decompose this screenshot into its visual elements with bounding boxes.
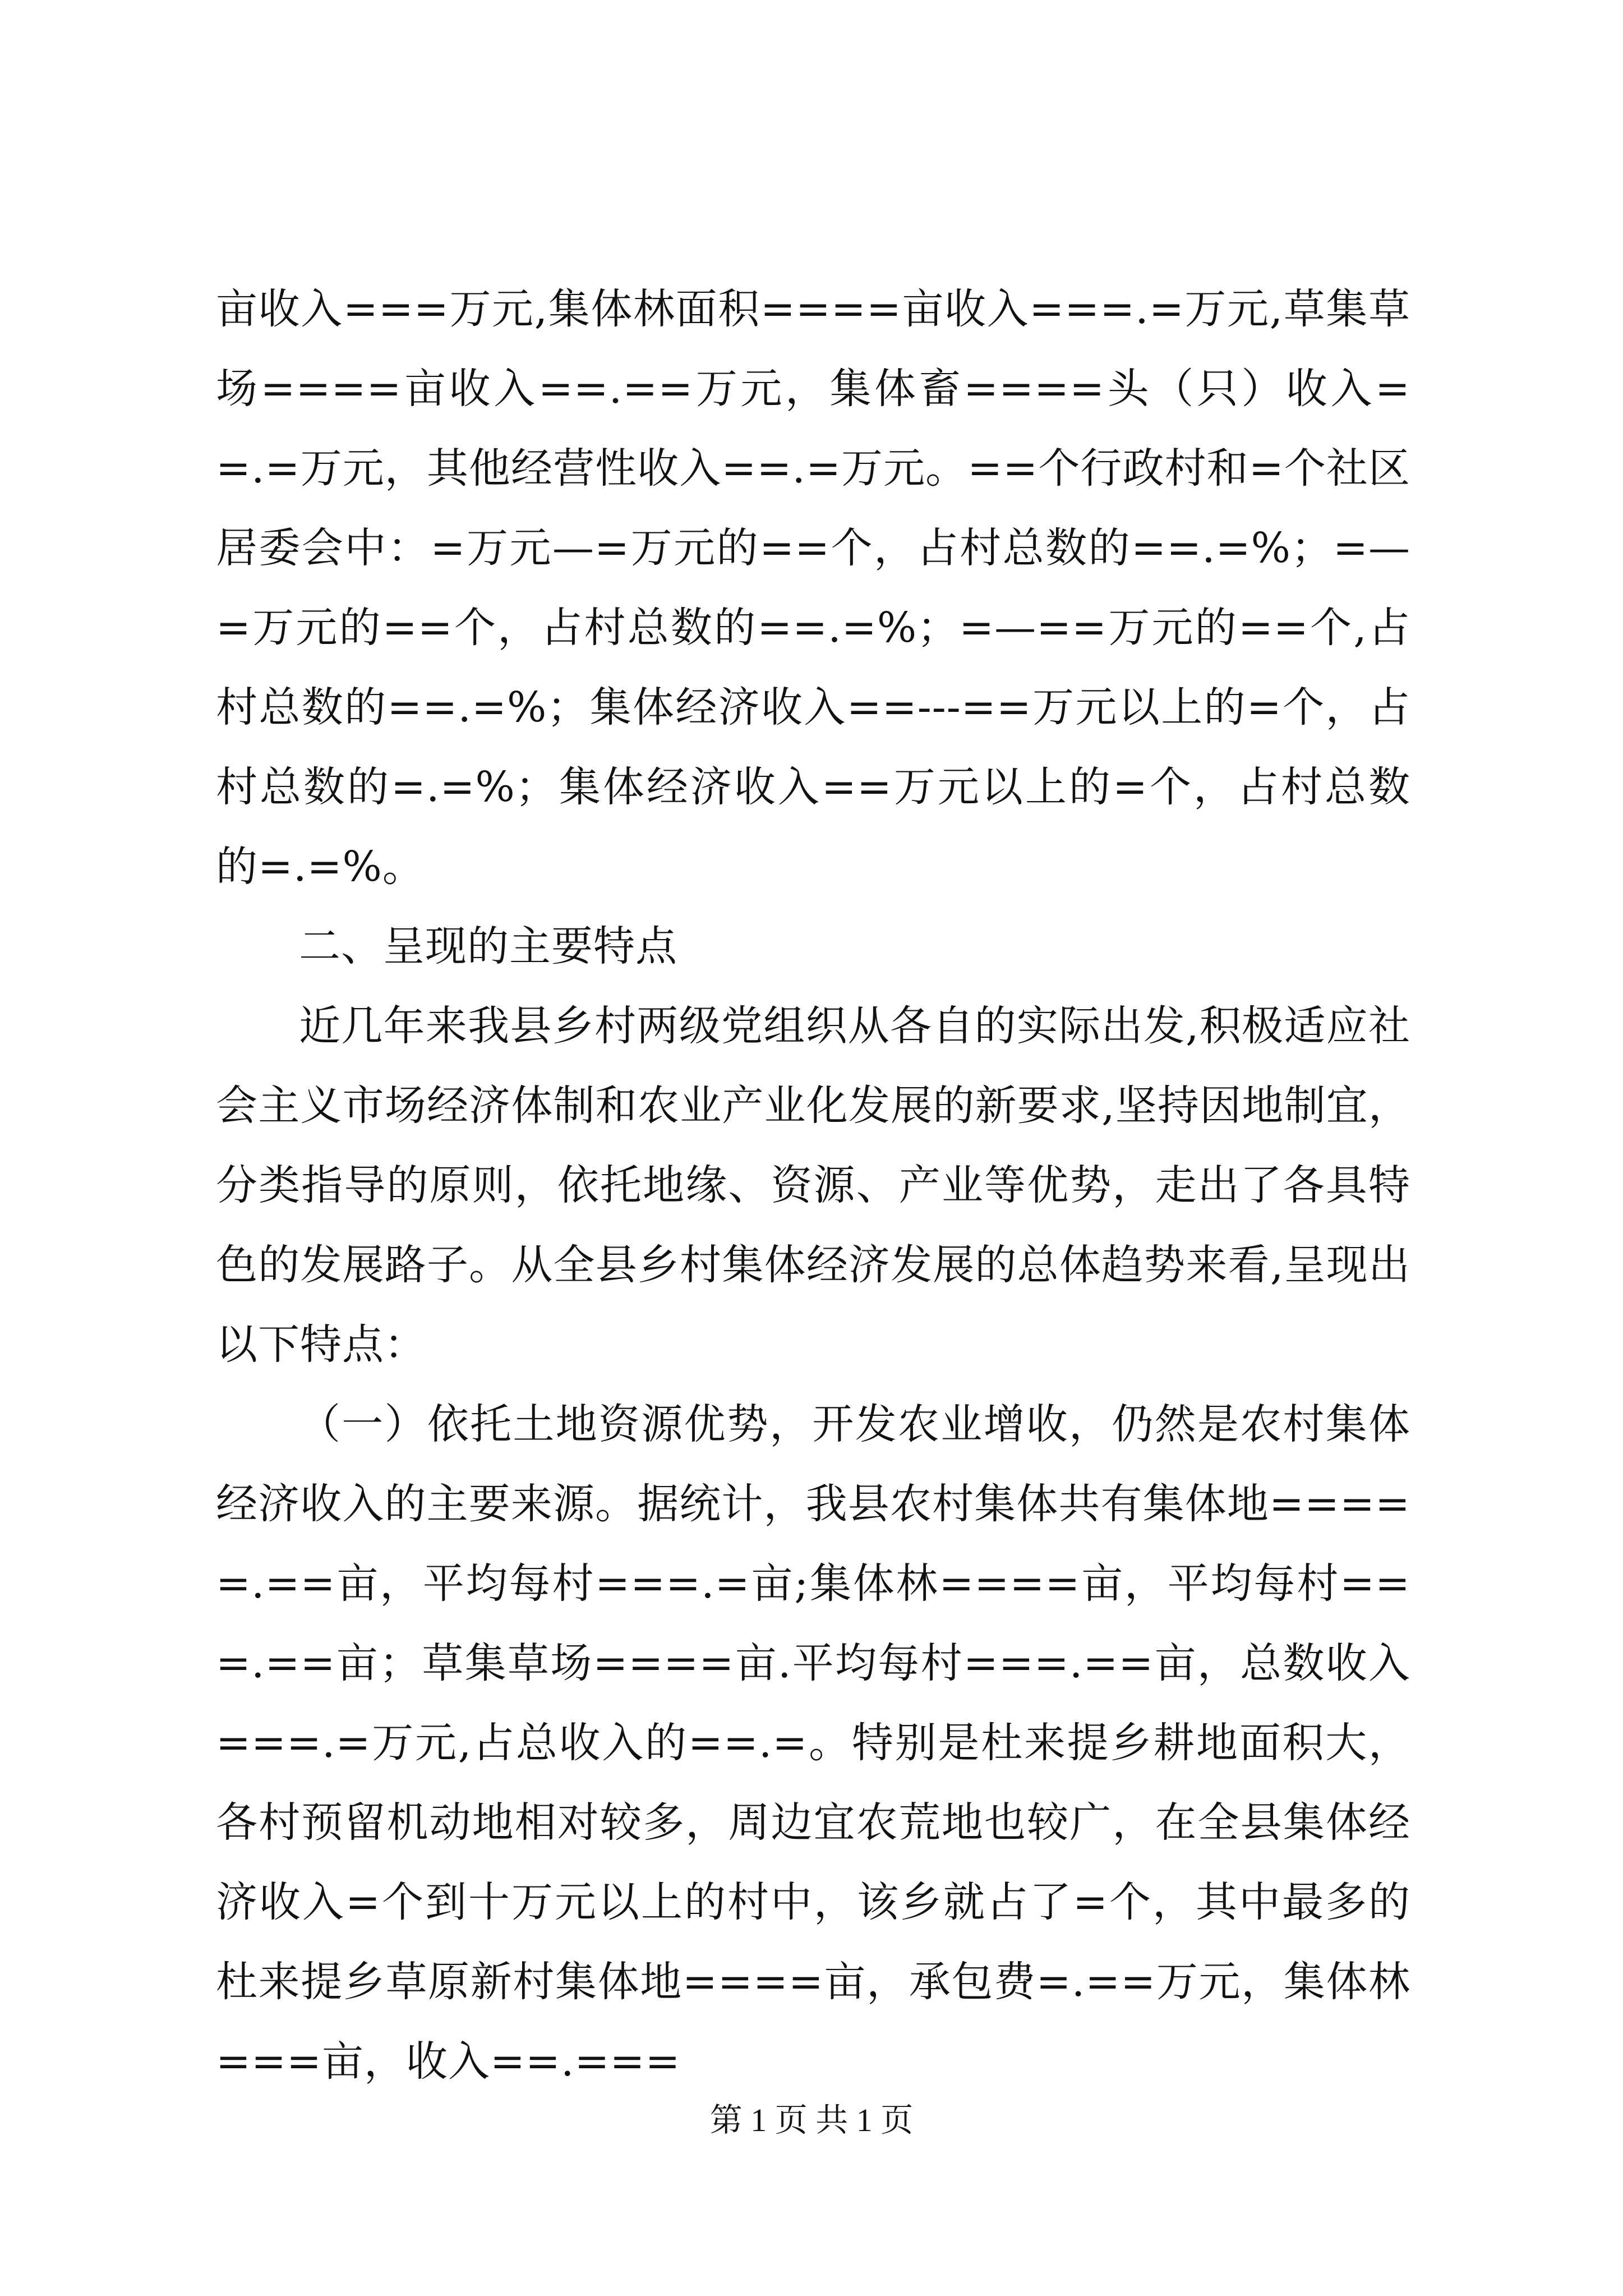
document-body: [216, 269, 1410, 2101]
paragraph-body: 近几年来我县乡村两级党组织从各自的实际出发,积极适应社会主义市场经济体制和农业产业化发展的新要求,坚持因地制宜，分类指导的原则，依托地缘、资源、产业等优势，走出了各具特色的发展路子。从全县乡村集体经济发展的总体趋势来看,呈现出以下特点：: [216, 1002, 1410, 1369]
section-heading: 二、呈现的主要特点: [299, 922, 677, 970]
paragraph-continuation: 亩收入===万元,集体林面积====亩收入===.=万元,草集草场====亩收入==.==万元，集体畜====头（只）收入==.=万元，其他经营性收入==.=万元。==个行政村和=个社区居委会中：=万元—=万元的==个，占村总数的==.=%；=—=万元的==个，占村总数的==.=%；=—==万元的==个,占村总数的==.=%；集体经济收入==---==万元以上的=个，占村总数的=.=%；集体经济收入==万元以上的=个，占村总数的=.=%。: [216, 285, 1410, 891]
page-footer: 第 1 页 共 1 页: [709, 2102, 914, 2138]
paragraph-body: （一）依托土地资源优势，开发农业增收，仍然是农村集体经济收入的主要来源。据统计，我县农村集体共有集体地=====.==亩，平均每村===.=亩;集体林====亩，平均每村===.==亩；草集草场====亩.平均每村===.==亩，总数收入===.=万元,占总收入的==.=。特别是杜来提乡耕地面积大，各村预留机动地相对较多，周边宜农荒地也较广，在全县集体经济收入=个到十万元以上的村中，该乡就占了=个，其中最多的杜来提乡草原新村集体地====亩，承包费=.==万元，集体林===亩，收入==.===: [216, 1400, 1410, 2086]
